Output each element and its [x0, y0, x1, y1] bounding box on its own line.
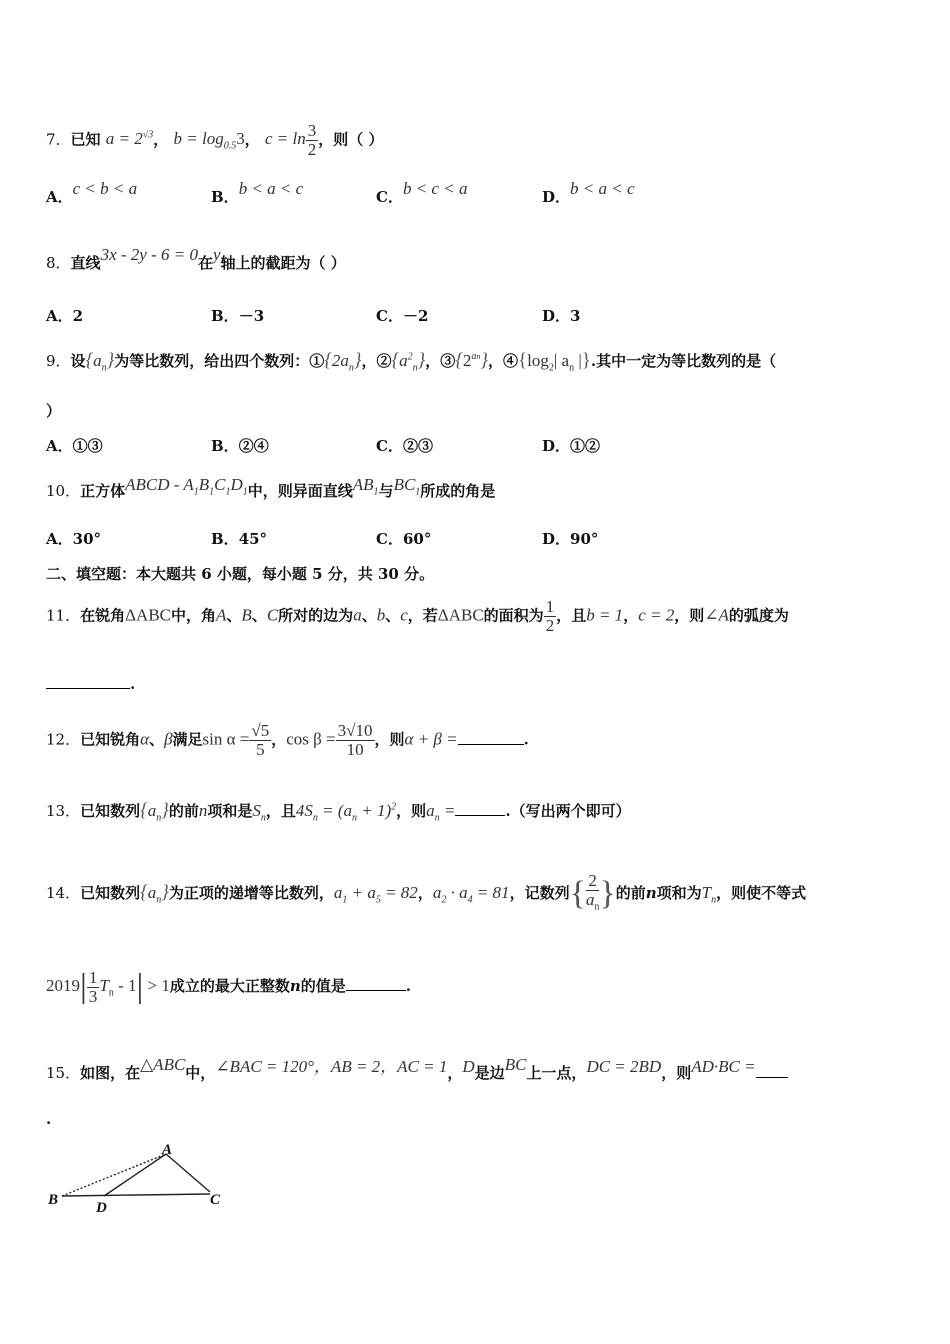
- math-c: c = ln $\frac{3}{2}$: [264, 121, 317, 159]
- question-number: 10．: [46, 482, 81, 500]
- q9-option-b[interactable]: B．②④: [211, 437, 269, 455]
- question-number: 14．: [46, 884, 81, 903]
- math-b: $b = \log_{0.5}3$: [173, 129, 245, 152]
- q9-option-c[interactable]: C．②③: [376, 437, 433, 455]
- text: ，: [153, 130, 169, 149]
- question-number: 12．: [46, 730, 81, 749]
- label-c: C: [210, 1192, 221, 1208]
- question-number: 7．: [46, 130, 71, 149]
- q9-option-d[interactable]: D．①②: [542, 437, 601, 455]
- q8-option-d[interactable]: D．3: [542, 307, 581, 325]
- text: ，则（ ）: [318, 130, 384, 149]
- question-number: 9．: [46, 352, 71, 370]
- math-seq-3: $\{2^{an}\}$: [455, 350, 488, 371]
- answer-blank[interactable]: [346, 976, 406, 991]
- question-7: [46, 122, 383, 159]
- triangle-figure: [40, 1140, 240, 1220]
- question-8: [46, 245, 346, 273]
- math-triangle: ΔABC: [125, 605, 171, 625]
- text: 已知: [70, 130, 101, 149]
- text: .其中一定为等比数列的是（: [590, 352, 777, 370]
- text: 为等比数列，给出四个数列：①: [114, 352, 325, 370]
- math-condition: $4S_n = (a_n + 1)^2$: [295, 801, 397, 824]
- question-9: [46, 350, 776, 373]
- text: 正方体: [80, 482, 126, 500]
- question-10: [46, 475, 496, 503]
- text: ，③: [425, 352, 456, 370]
- q9-option-a[interactable]: A．①③: [46, 437, 103, 455]
- q10-option-c[interactable]: C．60°: [376, 530, 432, 548]
- label-b: B: [48, 1192, 59, 1208]
- label-a: A: [162, 1142, 173, 1158]
- question-11: 11．在锐角ΔABC中，角A、B、C所对的边为a、b、c，若ΔABC的面积为 $\frac{1}{2}$ ，且b = 1，c = 2，则∠A的弧度为: [46, 597, 789, 635]
- question-9-cont: ）: [46, 402, 62, 420]
- text: 所成的角是: [420, 482, 496, 500]
- math-seq: $\{a_n\}$: [85, 350, 115, 374]
- text: 与: [378, 482, 394, 500]
- q8-option-c[interactable]: C．－2: [376, 307, 429, 325]
- question-13: 13．已知数列$\{a_n\}$的前n项和是$S_n$，且$4S_n = (a_n + 1)^2$，则$a_n$ = .（写出两个即可）: [46, 800, 631, 824]
- math-fraction: $\frac{2}{a_n}$: [585, 871, 600, 913]
- question-number: 15．: [46, 1064, 81, 1082]
- math-seq-2: $\{a^2_n\}$: [391, 350, 426, 374]
- section-heading: 二、填空题：本大题共 6 小题，每小题 5 分，共 30 分。: [46, 565, 435, 583]
- q8-option-b[interactable]: B．－3: [211, 307, 265, 325]
- math-bc1: $BC_1$: [393, 475, 421, 498]
- math-a: $a = 2^{√3}$: [105, 129, 154, 149]
- question-14-cont: 2019| $\frac{1}{3}$ $T_n - 1| > 1$成立的最大正整数n的值是 .: [46, 967, 412, 1006]
- answer-blank[interactable]: [455, 801, 505, 816]
- q10-option-d[interactable]: D．90°: [542, 530, 599, 548]
- q7-option-a[interactable]: A．c < b < a: [46, 179, 138, 206]
- question-15-cont: .: [46, 1110, 52, 1128]
- question-12: 12．已知锐角α、β满足sin α = $\frac{√5}{5}$ ，cos β = $\frac{3√10}{10}$ ，则α + β = .: [46, 721, 529, 759]
- text: 轴上的截距为（ ）: [220, 254, 346, 272]
- math-seq-4: {$\log_2|$ $a_n$ |}: [518, 350, 591, 374]
- question-11-blank: .: [46, 674, 135, 693]
- text: 在: [197, 254, 213, 272]
- math-sin: sin α =: [202, 729, 250, 749]
- q10-option-b[interactable]: B．45°: [211, 530, 268, 548]
- question-number: 8．: [46, 254, 71, 272]
- question-number: 13．: [46, 802, 81, 820]
- q8-option-a[interactable]: A．2: [46, 307, 84, 325]
- math-y: y: [212, 245, 221, 264]
- q7-option-b[interactable]: B．b < a < c: [211, 179, 304, 206]
- answer-blank[interactable]: [458, 730, 524, 745]
- q7-option-d[interactable]: D．b < a < c: [542, 179, 635, 206]
- segment-ad: [104, 1154, 166, 1196]
- side-bc: [62, 1194, 210, 1196]
- q7-option-c[interactable]: C．b < c < a: [376, 179, 468, 206]
- math-ab1: $AB_1$: [352, 475, 379, 498]
- text: ，④: [487, 352, 518, 370]
- math-inequality: 2019| $\frac{1}{3}$ $T_n - 1| > 1$: [46, 967, 170, 1006]
- math-line: 3x - 2y - 6 = 0: [100, 245, 198, 264]
- text: ，②: [361, 352, 392, 370]
- side-ac: [166, 1154, 210, 1192]
- text: 设: [70, 352, 86, 370]
- label-d: D: [96, 1200, 107, 1216]
- text: ，: [244, 130, 260, 149]
- math-cube: ABCD - $A_1B_1C_1D_1$: [125, 475, 248, 498]
- text: 直线: [70, 254, 101, 272]
- math-seq-1: $\{2a_n\}$: [324, 350, 362, 374]
- question-15: 15．如图，在△ABC中，∠BAC = 120°，AB = 2，AC = 1，D是边BC上一点，DC = 2BD，则AD·BC =: [46, 1058, 788, 1083]
- answer-blank[interactable]: [756, 1063, 788, 1078]
- question-number: 11．: [46, 606, 81, 625]
- text: 中，则异面直线: [247, 482, 353, 500]
- q10-option-a[interactable]: A．30°: [46, 530, 102, 548]
- math-area: $\frac{1}{2}$: [545, 597, 555, 635]
- math-cos: cos β =: [286, 729, 336, 749]
- answer-blank[interactable]: [46, 674, 130, 689]
- question-14: 14．已知数列$\{a_n\}$为正项的递增等比数列，$a_1 + a_5 = 82$，$a_2 \cdot a_4 = 81$，记数列{ $\frac{2}{a_n}$ }的前n项和为$T_n$，则使不等式: [46, 872, 806, 916]
